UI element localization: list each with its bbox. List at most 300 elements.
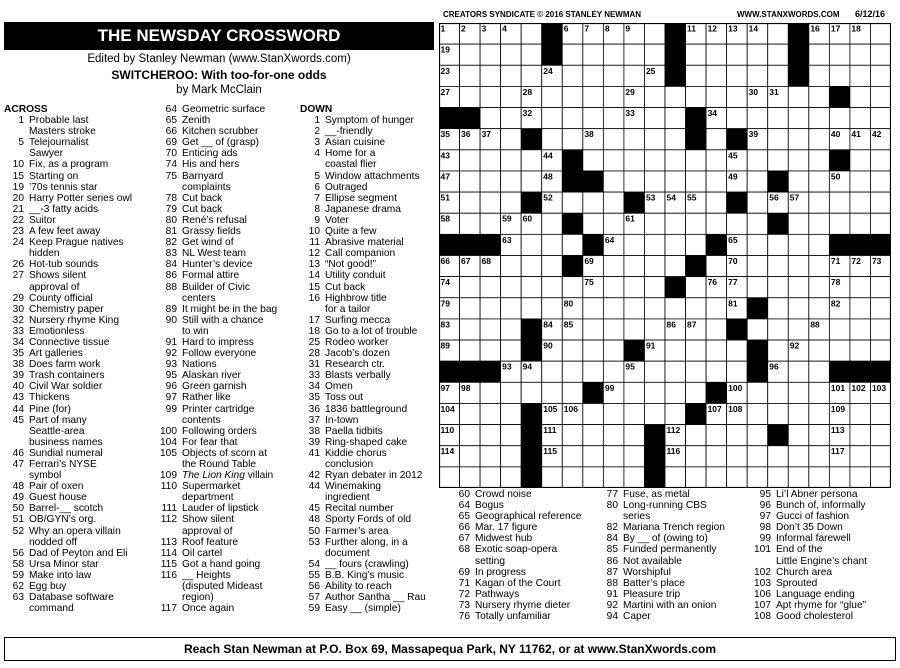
clue-item[interactable] [746,589,898,600]
clue-item[interactable] [152,104,297,115]
grid-cell[interactable] [603,361,624,382]
grid-cell[interactable] [850,298,871,319]
grid-cell[interactable] [809,150,830,171]
grid-cell[interactable] [501,298,522,319]
grid-cell[interactable] [644,171,665,192]
clue-item[interactable] [300,226,440,237]
clue-item[interactable] [300,392,440,403]
grid-cell[interactable] [644,361,665,382]
grid-cell[interactable] [706,446,727,467]
clue-item[interactable] [300,559,440,570]
grid-cell[interactable] [665,298,686,319]
clue-item[interactable] [300,182,440,193]
grid-cell[interactable] [644,86,665,107]
grid-cell[interactable] [686,86,707,107]
grid-cell[interactable] [480,340,501,361]
grid-cell[interactable] [501,425,522,446]
grid-cell[interactable] [501,86,522,107]
grid-cell[interactable] [788,361,809,382]
grid-cell[interactable] [870,403,891,424]
grid-cell[interactable] [501,129,522,150]
grid-cell[interactable] [542,382,563,403]
grid-cell[interactable] [686,44,707,65]
grid-cell[interactable] [665,86,686,107]
clue-item[interactable] [300,137,440,148]
grid-cell[interactable] [870,277,891,298]
clue-item[interactable] [152,503,297,514]
clue-item[interactable] [4,115,158,126]
grid-cell[interactable] [850,319,871,340]
clue-item[interactable] [152,148,297,159]
grid-cell[interactable] [480,171,501,192]
grid-cell[interactable] [809,86,830,107]
grid-cell[interactable] [727,425,748,446]
clue-item[interactable] [598,522,746,533]
grid-cell[interactable] [624,403,645,424]
grid-cell[interactable] [460,86,481,107]
grid-cell[interactable] [603,403,624,424]
grid-cell[interactable] [521,23,542,44]
clue-item[interactable] [4,381,158,392]
grid-cell[interactable] [603,340,624,361]
grid-cell[interactable] [562,234,583,255]
grid-cell[interactable] [501,65,522,86]
grid-cell[interactable] [768,446,789,467]
grid-cell[interactable] [624,44,645,65]
grid-cell[interactable] [870,213,891,234]
grid-cell[interactable] [480,277,501,298]
grid-cell[interactable] [727,213,748,234]
grid-cell[interactable] [747,277,768,298]
clue-item[interactable] [4,548,158,559]
grid-cell[interactable] [603,129,624,150]
grid-cell[interactable] [686,425,707,446]
clue-item[interactable] [152,514,297,525]
grid-cell[interactable] [768,319,789,340]
grid-cell[interactable] [603,256,624,277]
grid-cell[interactable] [768,382,789,403]
grid-cell[interactable] [562,446,583,467]
grid-cell[interactable] [706,150,727,171]
grid-cell[interactable] [480,150,501,171]
grid-cell[interactable] [768,150,789,171]
grid-cell[interactable] [562,108,583,129]
clue-item[interactable] [598,489,746,500]
clue-item[interactable] [152,204,297,215]
clue-item[interactable] [300,526,440,537]
grid-cell[interactable] [583,403,604,424]
grid-cell[interactable] [603,150,624,171]
clue-item[interactable] [450,567,598,578]
grid-cell[interactable] [809,277,830,298]
grid-cell[interactable] [829,340,850,361]
clue-item[interactable] [300,204,440,215]
clue-item[interactable] [4,526,158,537]
grid-cell[interactable] [460,192,481,213]
clue-item[interactable] [4,159,158,170]
grid-cell[interactable] [665,256,686,277]
grid-cell[interactable] [850,65,871,86]
grid-cell[interactable] [809,382,830,403]
clue-item[interactable] [746,567,898,578]
grid-cell[interactable] [788,425,809,446]
grid-cell[interactable] [644,382,665,403]
clue-item[interactable] [300,603,440,614]
clue-item[interactable] [450,544,598,555]
grid-cell[interactable] [850,108,871,129]
clue-item[interactable] [152,459,297,470]
grid-cell[interactable] [460,403,481,424]
clue-item[interactable] [300,159,440,170]
grid-cell[interactable] [460,425,481,446]
grid-cell[interactable] [624,446,645,467]
grid-cell[interactable] [788,403,809,424]
clue-item[interactable] [4,204,158,215]
grid-cell[interactable] [665,108,686,129]
grid-cell[interactable] [562,340,583,361]
grid-cell[interactable] [583,425,604,446]
grid-cell[interactable] [706,213,727,234]
clue-item[interactable] [152,570,297,581]
grid-cell[interactable] [727,446,748,467]
grid-cell[interactable] [788,171,809,192]
grid-cell[interactable] [727,86,748,107]
grid-cell[interactable] [747,192,768,213]
grid-cell[interactable] [480,44,501,65]
grid-cell[interactable] [542,234,563,255]
grid-cell[interactable] [542,256,563,277]
grid-cell[interactable] [665,467,686,488]
clue-item[interactable] [300,581,440,592]
grid-cell[interactable] [583,150,604,171]
clue-item[interactable] [152,304,297,315]
grid-cell[interactable] [686,340,707,361]
clue-item[interactable] [4,537,158,548]
clue-item[interactable] [152,315,297,326]
grid-cell[interactable] [583,361,604,382]
grid-cell[interactable] [686,467,707,488]
clue-item[interactable] [4,592,158,603]
grid-cell[interactable] [542,467,563,488]
clue-item[interactable] [746,511,898,522]
grid-cell[interactable] [686,213,707,234]
grid-cell[interactable] [727,361,748,382]
grid-cell[interactable] [747,382,768,403]
grid-cell[interactable] [562,44,583,65]
clue-item[interactable] [152,548,297,559]
clue-item[interactable] [4,581,158,592]
grid-cell[interactable] [603,65,624,86]
grid-cell[interactable] [583,192,604,213]
grid-cell[interactable] [788,108,809,129]
grid-cell[interactable] [624,150,645,171]
clue-item[interactable] [4,137,158,148]
grid-cell[interactable] [603,319,624,340]
grid-cell[interactable] [809,171,830,192]
grid-cell[interactable] [850,467,871,488]
clue-item[interactable] [746,611,898,622]
grid-cell[interactable] [501,403,522,424]
clue-item[interactable] [152,404,297,415]
grid-cell[interactable] [686,65,707,86]
grid-cell[interactable] [788,277,809,298]
grid-cell[interactable] [870,467,891,488]
clue-item[interactable] [4,193,158,204]
clue-item[interactable] [152,448,297,459]
grid-cell[interactable] [501,171,522,192]
clue-item[interactable] [300,215,440,226]
grid-cell[interactable] [850,277,871,298]
clue-item[interactable] [4,270,158,281]
grid-cell[interactable] [624,129,645,150]
grid-cell[interactable] [727,340,748,361]
grid-cell[interactable] [603,213,624,234]
clue-item[interactable] [300,304,440,315]
grid-cell[interactable] [644,256,665,277]
clue-item[interactable] [152,270,297,281]
grid-cell[interactable] [460,298,481,319]
clue-item[interactable] [450,600,598,611]
clue-item[interactable] [4,370,158,381]
clue-item[interactable] [300,270,440,281]
clue-item[interactable] [4,570,158,581]
clue-item[interactable] [152,559,297,570]
grid-cell[interactable] [850,150,871,171]
grid-cell[interactable] [501,150,522,171]
grid-cell[interactable] [480,467,501,488]
grid-cell[interactable] [603,425,624,446]
grid-cell[interactable] [665,150,686,171]
clue-item[interactable] [4,415,158,426]
grid-cell[interactable] [480,86,501,107]
grid-cell[interactable] [480,192,501,213]
grid-cell[interactable] [501,340,522,361]
grid-cell[interactable] [583,446,604,467]
grid-cell[interactable] [624,171,645,192]
grid-cell[interactable] [603,171,624,192]
clue-item[interactable] [450,578,598,589]
clue-item[interactable] [300,404,440,415]
grid-cell[interactable] [706,192,727,213]
clue-item[interactable] [4,448,158,459]
clue-item[interactable] [300,492,440,503]
grid-cell[interactable] [583,65,604,86]
grid-cell[interactable] [521,298,542,319]
clue-item[interactable] [4,404,158,415]
grid-cell[interactable] [747,446,768,467]
grid-cell[interactable] [686,171,707,192]
clue-item[interactable] [598,578,746,589]
grid-cell[interactable] [768,256,789,277]
clue-item[interactable] [450,489,598,500]
grid-cell[interactable] [583,340,604,361]
clue-item[interactable] [300,381,440,392]
grid-cell[interactable] [542,129,563,150]
grid-cell[interactable] [747,256,768,277]
grid-cell[interactable] [829,108,850,129]
grid-cell[interactable] [542,213,563,234]
grid-cell[interactable] [542,298,563,319]
grid-cell[interactable] [562,192,583,213]
clue-item[interactable] [300,481,440,492]
clue-item[interactable] [152,337,297,348]
grid-cell[interactable] [624,298,645,319]
grid-cell[interactable] [809,129,830,150]
grid-cell[interactable] [460,171,481,192]
clue-item[interactable] [152,370,297,381]
clue-item[interactable] [300,370,440,381]
grid-cell[interactable] [706,86,727,107]
clue-item[interactable] [152,470,297,481]
clue-item[interactable] [300,426,440,437]
clue-item[interactable] [152,392,297,403]
grid-cell[interactable] [829,44,850,65]
clue-item[interactable] [4,603,158,614]
grid-cell[interactable] [768,403,789,424]
grid-cell[interactable] [706,467,727,488]
grid-cell[interactable] [583,467,604,488]
grid-cell[interactable] [644,213,665,234]
grid-cell[interactable] [603,277,624,298]
grid-cell[interactable] [870,192,891,213]
grid-cell[interactable] [870,319,891,340]
grid-cell[interactable] [768,44,789,65]
grid-cell[interactable] [480,319,501,340]
grid-cell[interactable] [706,171,727,192]
clue-item[interactable] [300,248,440,259]
grid-cell[interactable] [870,44,891,65]
clue-item[interactable] [4,248,158,259]
grid-cell[interactable] [501,319,522,340]
grid-cell[interactable] [583,213,604,234]
grid-cell[interactable] [521,382,542,403]
grid-cell[interactable] [480,425,501,446]
clue-item[interactable] [152,359,297,370]
clue-item[interactable] [300,470,440,481]
clue-item[interactable] [746,522,898,533]
grid-cell[interactable] [809,256,830,277]
grid-cell[interactable] [562,425,583,446]
grid-cell[interactable] [706,256,727,277]
clue-item[interactable] [300,348,440,359]
grid-cell[interactable] [521,256,542,277]
clue-item[interactable] [4,315,158,326]
grid-cell[interactable] [583,319,604,340]
grid-cell[interactable] [665,171,686,192]
clue-item[interactable] [4,437,158,448]
grid-cell[interactable] [686,277,707,298]
grid-cell[interactable] [501,446,522,467]
grid-cell[interactable] [480,213,501,234]
grid-cell[interactable] [829,192,850,213]
clue-item[interactable] [4,470,158,481]
grid-cell[interactable] [644,403,665,424]
grid-cell[interactable] [809,403,830,424]
clue-item[interactable] [450,522,598,533]
grid-cell[interactable] [747,44,768,65]
grid-cell[interactable] [501,108,522,129]
clue-item[interactable] [300,537,440,548]
grid-cell[interactable] [809,65,830,86]
grid-cell[interactable] [727,108,748,129]
clue-item[interactable] [4,503,158,514]
grid-cell[interactable] [562,467,583,488]
grid-cell[interactable] [747,319,768,340]
grid-cell[interactable] [850,44,871,65]
clue-item[interactable] [746,544,898,555]
grid-cell[interactable] [542,361,563,382]
clue-item[interactable] [300,337,440,348]
grid-cell[interactable] [624,425,645,446]
grid-cell[interactable] [727,65,748,86]
clue-item[interactable] [4,282,158,293]
grid-cell[interactable] [521,171,542,192]
grid-cell[interactable] [809,298,830,319]
grid-cell[interactable] [747,467,768,488]
clue-item[interactable] [4,514,158,525]
clue-item[interactable] [598,511,746,522]
clue-item[interactable] [4,293,158,304]
grid-cell[interactable] [460,150,481,171]
grid-cell[interactable] [624,277,645,298]
grid-cell[interactable] [747,425,768,446]
grid-cell[interactable] [460,446,481,467]
grid-cell[interactable] [480,65,501,86]
clue-item[interactable] [152,603,297,614]
grid-cell[interactable] [521,65,542,86]
grid-cell[interactable] [870,171,891,192]
clue-item[interactable] [300,259,440,270]
grid-cell[interactable] [583,44,604,65]
grid-cell[interactable] [460,277,481,298]
clue-item[interactable] [152,215,297,226]
grid-cell[interactable] [644,298,665,319]
grid-cell[interactable] [706,298,727,319]
grid-cell[interactable] [644,277,665,298]
clue-item[interactable] [598,567,746,578]
clue-item[interactable] [300,326,440,337]
clue-item[interactable] [598,589,746,600]
clue-item[interactable] [746,556,898,567]
grid-cell[interactable] [583,86,604,107]
grid-cell[interactable] [644,44,665,65]
grid-cell[interactable] [788,213,809,234]
grid-cell[interactable] [603,108,624,129]
grid-cell[interactable] [768,277,789,298]
grid-cell[interactable] [850,192,871,213]
clue-item[interactable] [152,193,297,204]
clue-item[interactable] [300,315,440,326]
clue-item[interactable] [300,437,440,448]
grid-cell[interactable] [686,298,707,319]
grid-cell[interactable] [809,234,830,255]
grid-cell[interactable] [870,446,891,467]
clue-item[interactable] [152,592,297,603]
grid-cell[interactable] [562,382,583,403]
grid-cell[interactable] [788,382,809,403]
grid-cell[interactable] [850,171,871,192]
clue-item[interactable] [4,337,158,348]
grid-cell[interactable] [768,65,789,86]
clue-item[interactable] [300,126,440,137]
grid-cell[interactable] [870,86,891,107]
clue-item[interactable] [450,589,598,600]
grid-cell[interactable] [850,213,871,234]
clue-item[interactable] [4,259,158,270]
grid-cell[interactable] [460,213,481,234]
grid-cell[interactable] [829,213,850,234]
clue-item[interactable] [4,215,158,226]
